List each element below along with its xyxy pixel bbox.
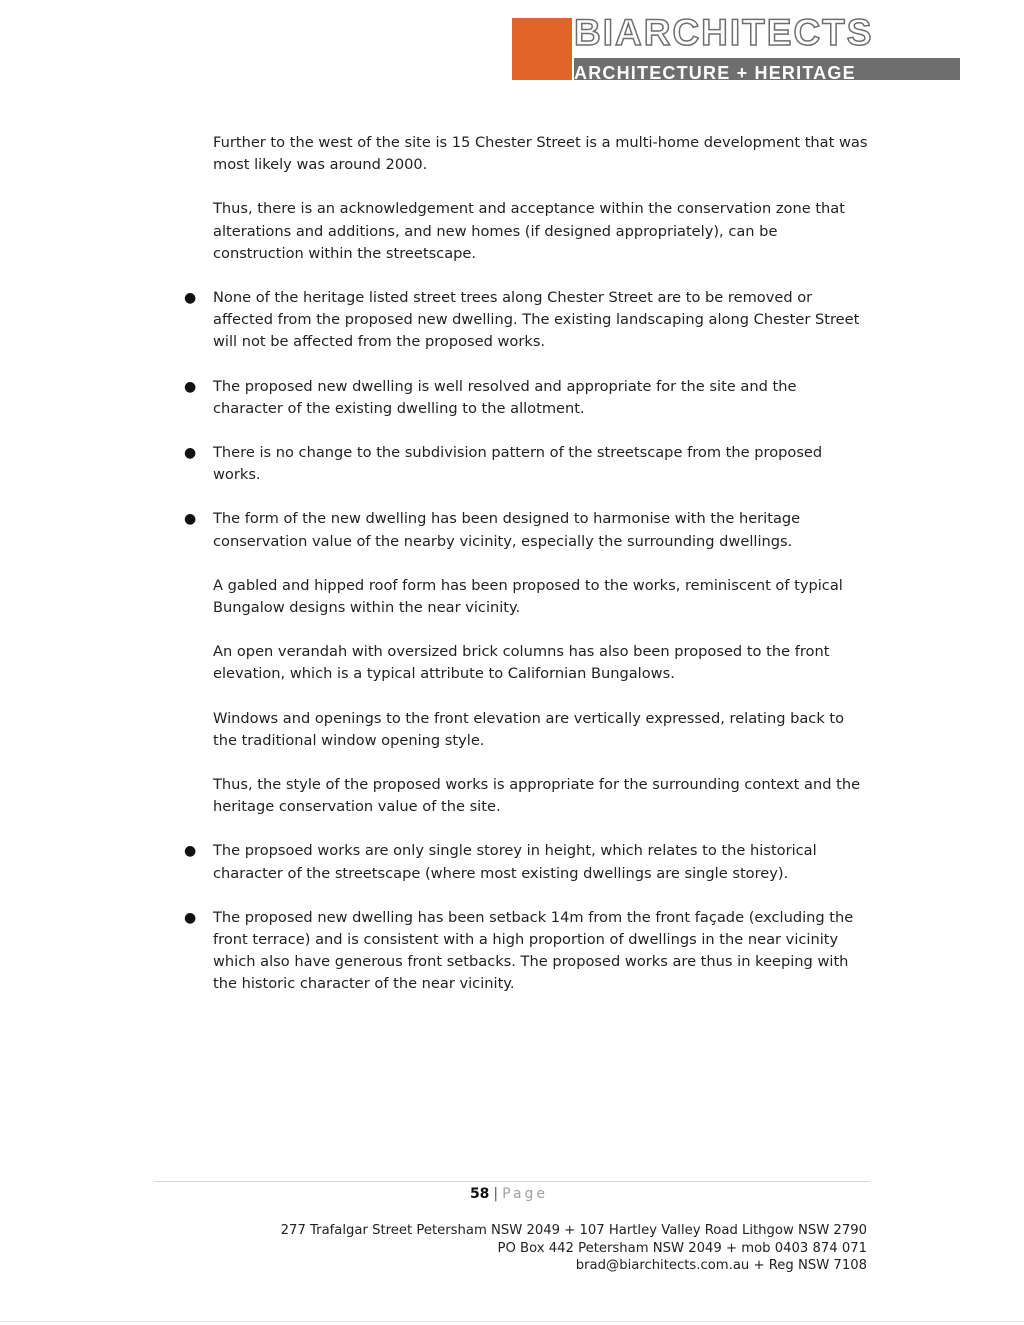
bullet-icon: ● (184, 378, 197, 395)
logo-orange-square (512, 18, 572, 80)
bullet-item (184, 508, 868, 552)
paragraph (213, 575, 868, 619)
page-bottom-edge (0, 1321, 1024, 1322)
footer-divider (155, 1181, 869, 1182)
company-logo (512, 12, 960, 83)
paragraph-text: Thus, the style of the proposed works is appropriate for the surrounding context and the heritage conservation value of the site. (213, 776, 861, 816)
paragraph (213, 198, 868, 265)
paragraph (213, 708, 868, 752)
bullet-item (184, 840, 868, 884)
paragraph (213, 774, 868, 818)
paragraph (213, 641, 868, 685)
bullet-text: The propsoed works are only single storey in height, which relates to the historical character of the streetscape (where most existing dwellings are single storey). (213, 842, 817, 882)
bullet-item (184, 376, 868, 420)
bullet-text: The proposed new dwelling has been setback 14m from the front façade (excluding the front terrace) and is consistent with a high proportion of dwellings in the near vicinity which also have generous front setbacks. The proposed works are thus in keeping with the historic character of the near vicinity. (213, 908, 854, 993)
document-body (0, 132, 1024, 1018)
bullet-item (184, 442, 868, 486)
paragraph (213, 132, 868, 176)
page-separator: | (493, 1186, 499, 1202)
paragraph-text: An open verandah with oversized brick columns has also been proposed to the front elevation, which is a typical attribute to Californian Bungalows. (213, 643, 830, 683)
page-word: Page (502, 1186, 549, 1202)
address-line: PO Box 442 Petersham NSW 2049 + mob 0403 874 071 (497, 1240, 867, 1256)
paragraph-text: Further to the west of the site is 15 Chester Street is a multi-home development that was most likely was around 2000. (213, 134, 868, 174)
bullet-icon: ● (184, 843, 197, 860)
page-number (0, 1185, 1018, 1203)
bullet-text: The form of the new dwelling has been designed to harmonise with the heritage conservation value of the nearby vicinity, especially the surrounding dwellings. (213, 510, 801, 550)
address-line: 277 Trafalgar Street Petersham NSW 2049 + 107 Hartley Valley Road Lithgow NSW 2790 (280, 1223, 867, 1238)
bullet-text: The proposed new dwelling is well resolved and appropriate for the site and the character of the existing dwelling to the allotment. (213, 377, 797, 417)
paragraph-text: A gabled and hipped roof form has been proposed to the works, reminiscent of typical Bungalow designs within the near vicinity. (213, 576, 843, 617)
bullet-text: None of the heritage listed street trees along Chester Street are to be removed or affected from the proposed new dwelling. The existing landscaping along Chester Street will not be affected from the proposed works. (213, 289, 860, 351)
paragraph-text: Thus, there is an acknowledgement and acceptance within the conservation zone that alterations and additions, and new homes (if designed appropriately), can be construction within the streetscape. (213, 200, 845, 262)
page-number-value: 58 (469, 1186, 490, 1202)
paragraph-text: Windows and openings to the front elevation are vertically expressed, relating back to the traditional window opening style. (213, 709, 845, 749)
bullet-item (184, 287, 868, 354)
bullet-item (184, 907, 868, 996)
logo-name: BIARCHITECTS (574, 12, 874, 53)
logo-tagline: ARCHITECTURE + HERITAGE (574, 58, 960, 80)
bullet-icon: ● (184, 445, 197, 462)
bullet-icon: ● (184, 909, 197, 926)
bullet-icon: ● (184, 290, 197, 307)
bullet-icon: ● (184, 511, 197, 528)
email-line: brad@biarchitects.com.au + Reg NSW 7108 (575, 1258, 867, 1273)
footer-address (281, 1222, 867, 1275)
bullet-text: There is no change to the subdivision pattern of the streetscape from the proposed works. (213, 444, 823, 484)
